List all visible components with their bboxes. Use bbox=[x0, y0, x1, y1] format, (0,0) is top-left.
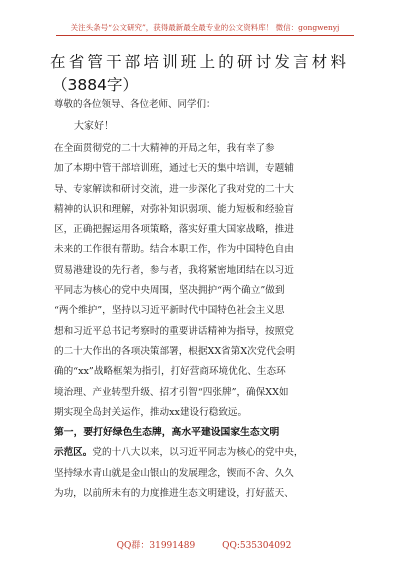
text-line: 导、专家解读和研讨交流，进一步深化了我对党的二十大 bbox=[54, 183, 294, 195]
section-1-first-tail: 党的十八大以来，以习近平同志为核心的党中央， bbox=[92, 447, 304, 459]
section-1-heading-cont: 示范区。 bbox=[54, 447, 93, 459]
header-banner: 关注头条号“公文研究”，获得最新最全最专业的公文资料库！ 微信：gongwenyj bbox=[56, 22, 354, 36]
text-line: 精神的认识和理解，对弥补知识弱项、能力短板和经验盲 bbox=[54, 203, 294, 215]
body-text bbox=[54, 139, 360, 504]
text-line: 在全面贯彻党的二十大精神的开局之年，我有幸了参 bbox=[54, 143, 275, 154]
footer-qq: QQ:535304092 bbox=[222, 541, 292, 551]
word-count: （3884字） bbox=[52, 76, 138, 94]
text-line: “两个维护”，坚持以习近平新时代中国特色社会主义思 bbox=[54, 305, 285, 317]
text-line: 平同志为核心的党中央周围，坚决拥护“两个确立”做到 bbox=[54, 285, 285, 297]
section-1-first-line bbox=[54, 443, 360, 463]
section-1-body bbox=[54, 464, 360, 505]
text-line: 为功，以前所未有的力度推进生态文明建设，打好蓝天、 bbox=[54, 488, 294, 500]
text-line: 贸易港建设的先行者，参与者，我将紧密地团结在以习近 bbox=[54, 264, 294, 276]
text-line: 境治理、产业转型升级、招才引智“四张牌”，确保XX如 bbox=[54, 386, 289, 398]
text-line: 的二十大作出的各项决策部署，根据XX省第X次党代会明 bbox=[54, 345, 296, 357]
footer-contact bbox=[0, 538, 408, 551]
text-line: 想和习近平总书记考察时的重要讲话精神为指导，按照党 bbox=[54, 325, 294, 337]
section-1-heading: 第一，要打好绿色生态牌，高水平建设国家生态文明 bbox=[54, 427, 280, 439]
paragraph-1 bbox=[54, 139, 360, 423]
salutation: 尊敬的各位领导、各位老师、同学们： bbox=[54, 99, 216, 110]
text-line: 未来的工作很有帮助。结合本职工作，作为中国特色自由 bbox=[54, 244, 294, 256]
text-line: 确的“xx”战略框架为指引，打好营商环境优化、生态环 bbox=[54, 366, 286, 378]
text-line: 区，正确把握运用各项策略，落实好重大国家战略，推进 bbox=[54, 224, 294, 236]
text-line: 加了本期中管干部培训班，通过七天的集中培训，专题辅 bbox=[54, 163, 294, 175]
greeting: 大家好！ bbox=[74, 121, 114, 132]
footer-qq-group: QQ群：31991489 bbox=[116, 541, 196, 551]
text-line: 期实现全岛封关运作，推动xx建设行稳致远。 bbox=[54, 406, 248, 418]
text-line: 坚持绿水青山就是金山银山的发展理念，锲而不舍、久久 bbox=[54, 467, 294, 479]
document-title: 在省管干部培训班上的研讨发言材料 bbox=[50, 53, 350, 71]
